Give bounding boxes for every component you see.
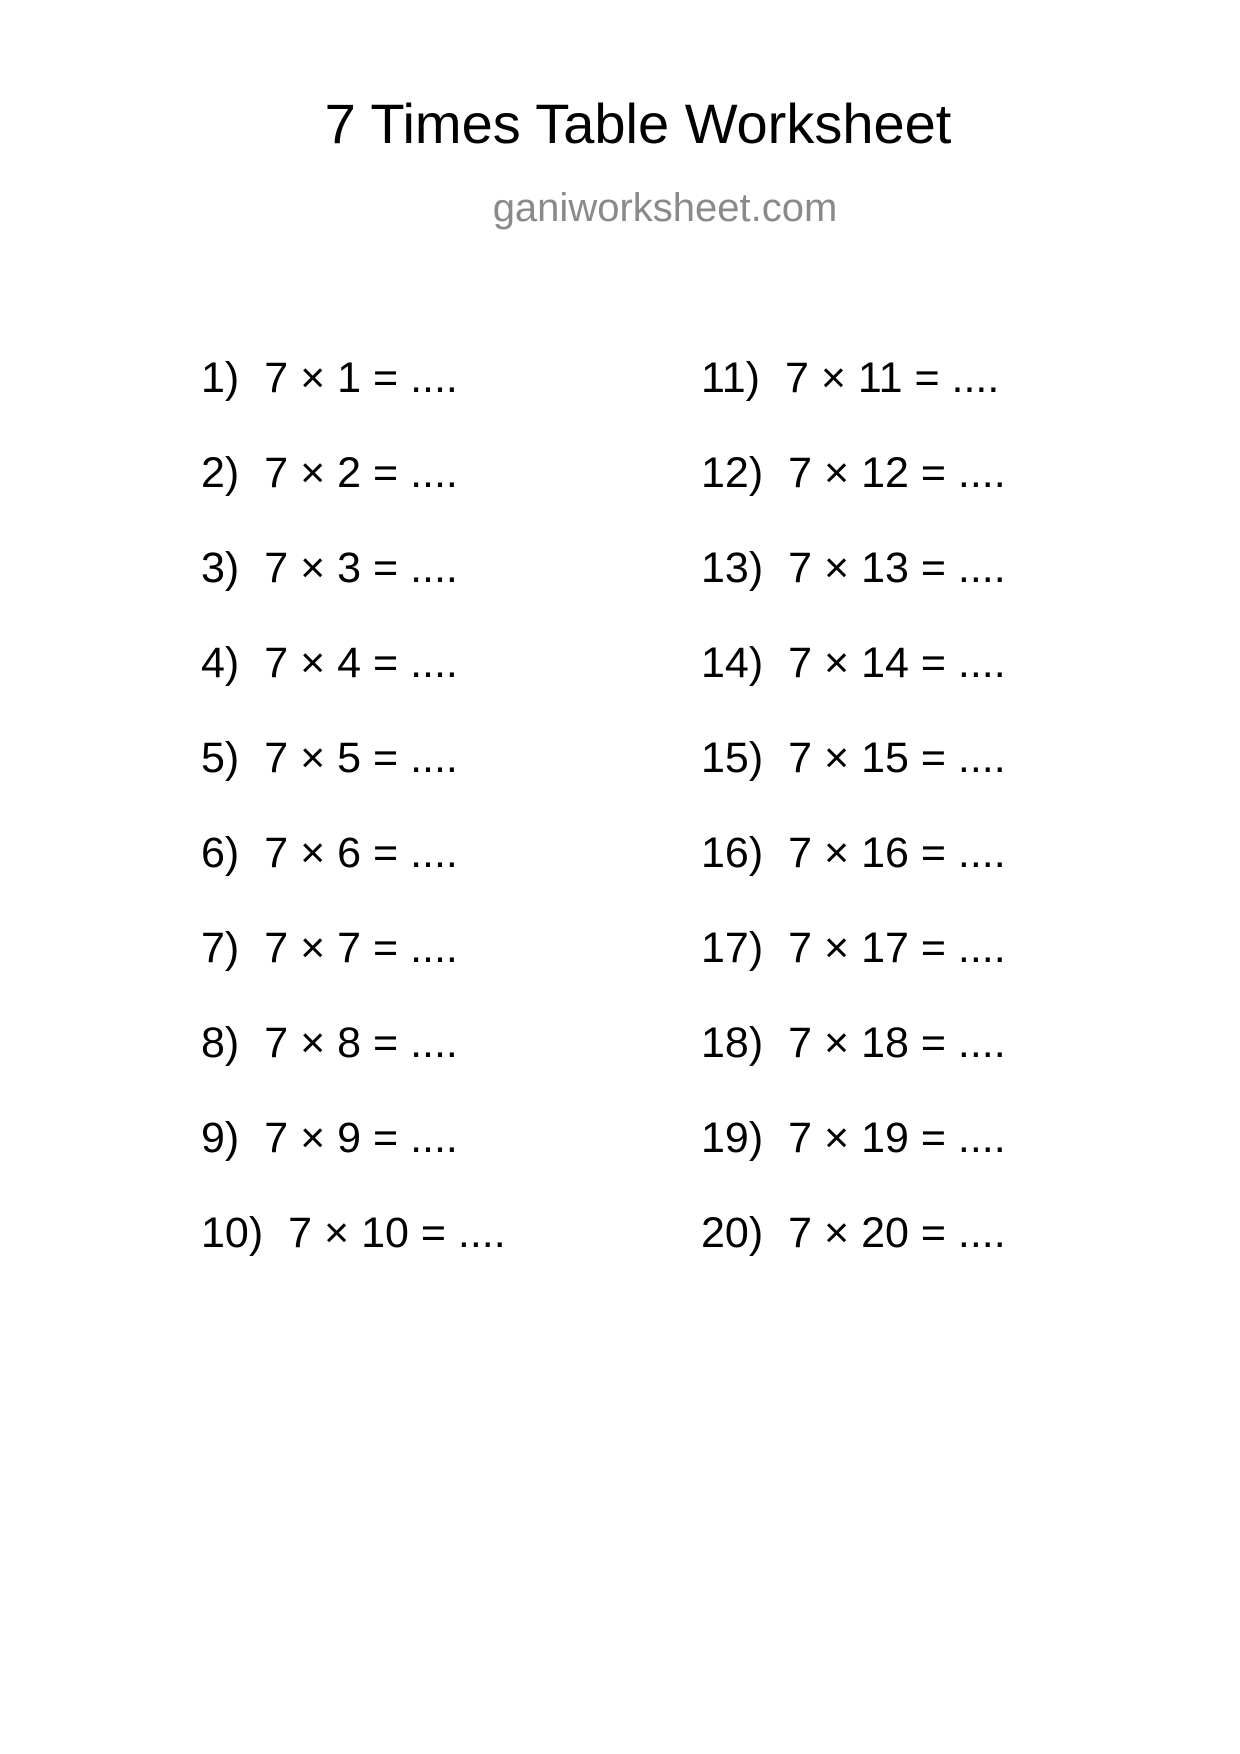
problem-expression: 7 × 5 = ....: [264, 734, 458, 782]
site-name: ganiworksheet.com: [492, 186, 838, 230]
problem-expression: 7 × 4 = ....: [264, 639, 458, 687]
problem-2: [201, 449, 458, 497]
problem-9: [201, 1114, 458, 1162]
problem-expression: 7 × 2 = ....: [264, 449, 458, 497]
problem-1: [201, 354, 458, 402]
problem-3: [201, 544, 458, 592]
problem-17: [701, 924, 1006, 972]
problem-number: 15): [701, 734, 764, 782]
problem-number: 4): [201, 639, 240, 687]
problem-19: [701, 1114, 1006, 1162]
problem-expression: 7 × 1 = ....: [264, 354, 458, 402]
problem-expression: 7 × 8 = ....: [264, 1019, 458, 1067]
problem-number: 19): [701, 1114, 764, 1162]
problem-expression: 7 × 19 = ....: [788, 1114, 1006, 1162]
problem-expression: 7 × 6 = ....: [264, 829, 458, 877]
problem-number: 9): [201, 1114, 240, 1162]
problem-4: [201, 639, 458, 687]
problem-number: 8): [201, 1019, 240, 1067]
worksheet-title: 7 Times Table Worksheet: [324, 92, 952, 155]
problem-expression: 7 × 13 = ....: [788, 544, 1006, 592]
problem-number: 20): [701, 1209, 764, 1257]
problem-14: [701, 639, 1006, 687]
problem-expression: 7 × 10 = ....: [288, 1209, 506, 1257]
problem-number: 11): [701, 354, 760, 402]
problem-10: [201, 1209, 506, 1257]
problem-number: 7): [201, 924, 240, 972]
problem-11: [701, 354, 1000, 402]
problem-6: [201, 829, 458, 877]
problem-5: [201, 734, 458, 782]
problem-number: 3): [201, 544, 240, 592]
problem-expression: 7 × 17 = ....: [788, 924, 1006, 972]
problem-expression: 7 × 20 = ....: [788, 1209, 1006, 1257]
problem-7: [201, 924, 458, 972]
problem-20: [701, 1209, 1006, 1257]
problem-number: 14): [701, 639, 764, 687]
problem-15: [701, 734, 1006, 782]
problem-expression: 7 × 14 = ....: [788, 639, 1006, 687]
problem-number: 6): [201, 829, 240, 877]
problem-number: 2): [201, 449, 240, 497]
problem-expression: 7 × 16 = ....: [788, 829, 1006, 877]
problem-number: 1): [201, 354, 240, 402]
problem-number: 17): [701, 924, 764, 972]
problem-13: [701, 544, 1006, 592]
problem-12: [701, 449, 1006, 497]
problem-number: 13): [701, 544, 764, 592]
problem-expression: 7 × 18 = ....: [788, 1019, 1006, 1067]
problem-16: [701, 829, 1006, 877]
problem-number: 18): [701, 1019, 764, 1067]
problem-number: 12): [701, 449, 764, 497]
problem-expression: 7 × 9 = ....: [264, 1114, 458, 1162]
problem-number: 5): [201, 734, 240, 782]
problem-number: 16): [701, 829, 764, 877]
problem-expression: 7 × 7 = ....: [264, 924, 458, 972]
problem-expression: 7 × 15 = ....: [788, 734, 1006, 782]
problem-number: 10): [201, 1209, 264, 1257]
problem-expression: 7 × 12 = ....: [788, 449, 1006, 497]
problem-expression: 7 × 3 = ....: [264, 544, 458, 592]
problem-8: [201, 1019, 458, 1067]
problem-expression: 7 × 11 = ....: [784, 354, 1000, 402]
problem-18: [701, 1019, 1006, 1067]
